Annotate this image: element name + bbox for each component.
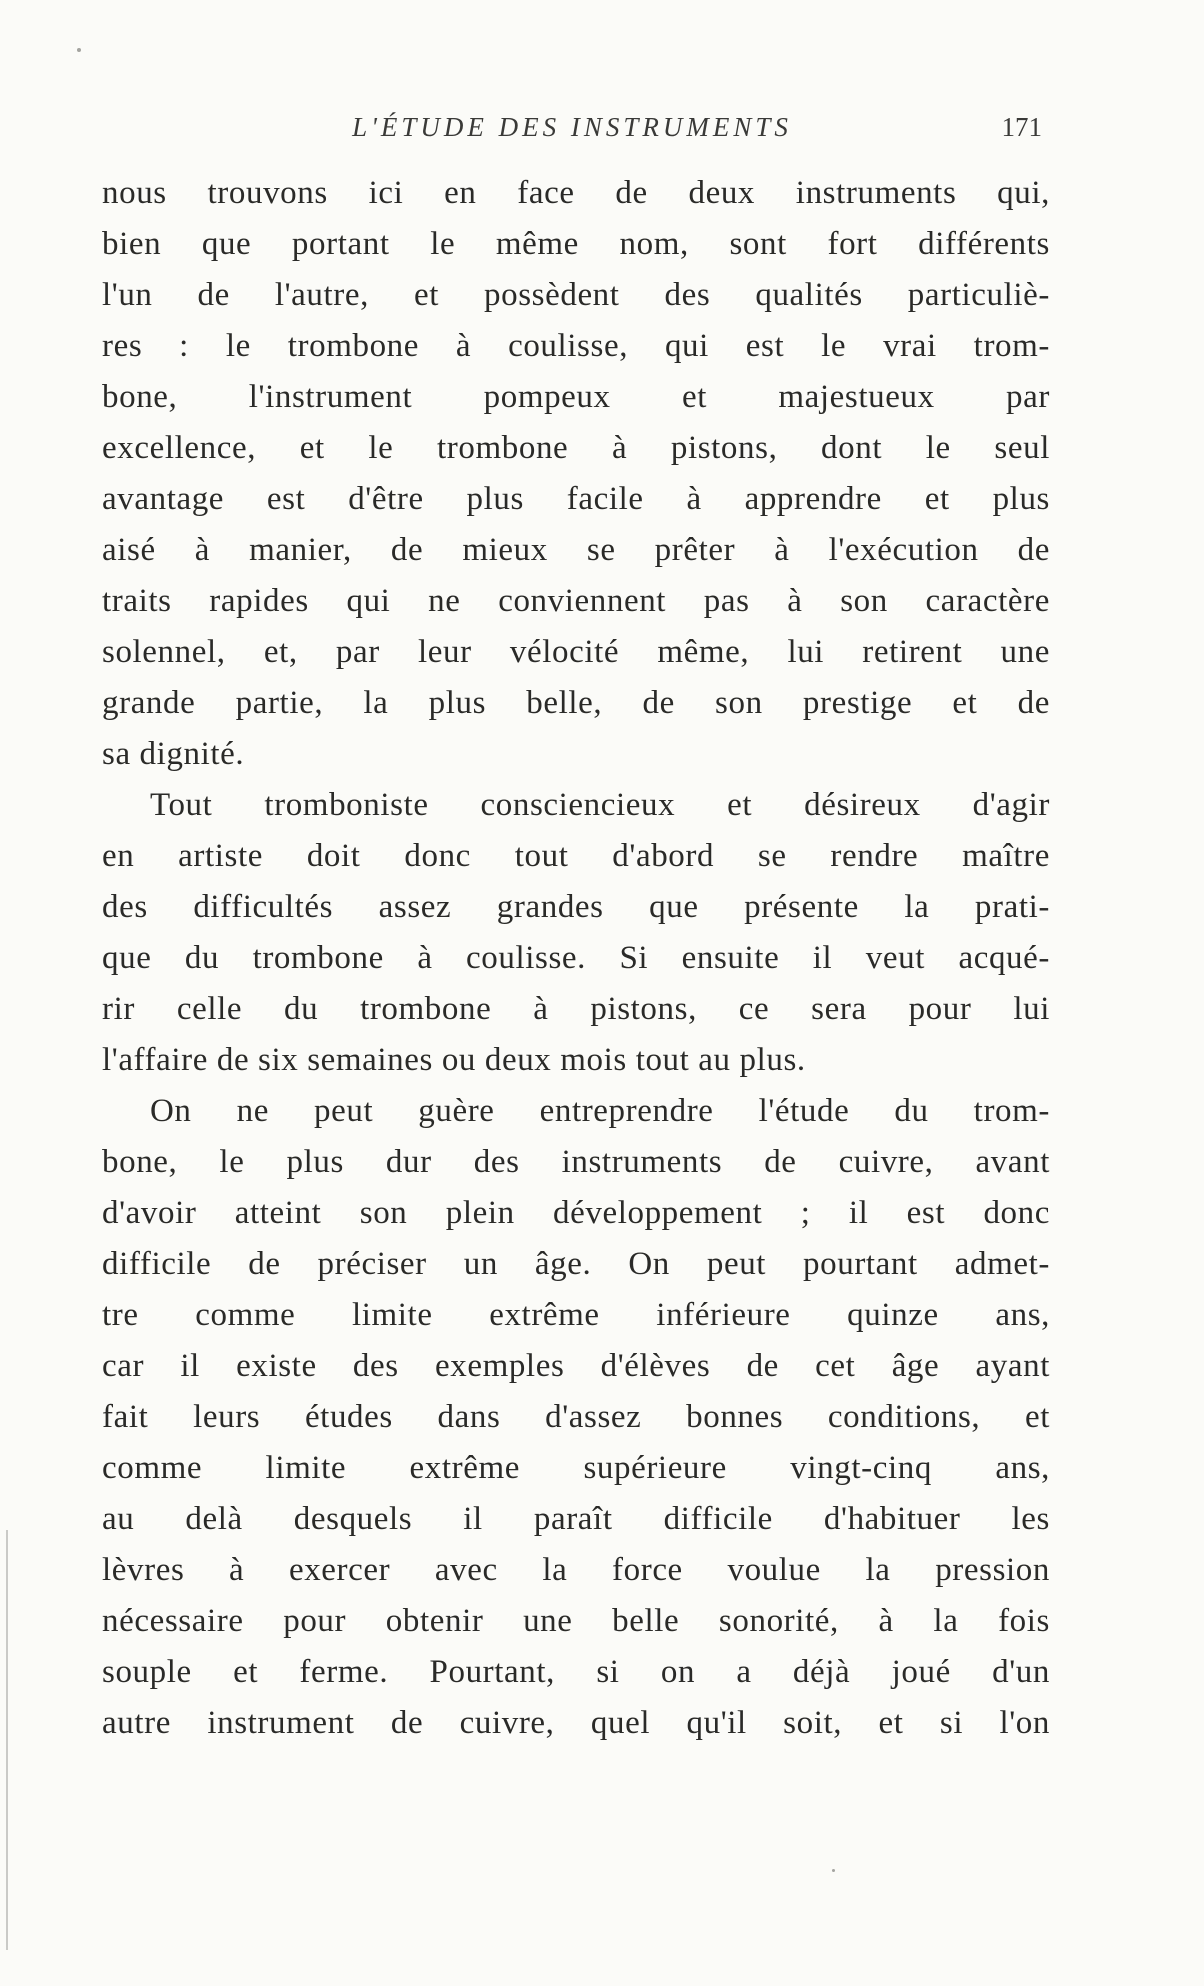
text-line: traits rapides qui ne conviennent pas à son caractère [102, 583, 1050, 619]
paragraph-start-line: On ne peut guère entreprendre l'étude du trom- [150, 1093, 1050, 1129]
running-title: L'ÉTUDE DES INSTRUMENTS [352, 112, 792, 142]
text-line: rir celle du trombone à pistons, ce sera pour lui [102, 991, 1050, 1027]
text-line: nécessaire pour obtenir une belle sonorité, à la fois [102, 1603, 1050, 1639]
text-line: bone, l'instrument pompeux et majestueux par [102, 379, 1050, 415]
text-line: avantage est d'être plus facile à apprendre et plus [102, 481, 1050, 517]
text-line: souple et ferme. Pourtant, si on a déjà joué d'un [102, 1654, 1050, 1690]
scan-edge-line [6, 1530, 8, 1950]
text-line: grande partie, la plus belle, de son prestige et de [102, 685, 1050, 721]
text-line: des difficultés assez grandes que présente la prati- [102, 889, 1050, 925]
paragraph-end-line: sa dignité. [102, 736, 245, 772]
text-line: au delà desquels il paraît difficile d'habituer les [102, 1501, 1050, 1537]
speck-mark [832, 1869, 835, 1872]
speck-mark [77, 48, 81, 52]
text-line: autre instrument de cuivre, quel qu'il soit, et si l'on [102, 1705, 1050, 1741]
text-line: bien que portant le même nom, sont fort différents [102, 226, 1050, 262]
page-header [102, 112, 1042, 152]
text-line: solennel, et, par leur vélocité même, lui retirent une [102, 634, 1050, 670]
text-line: excellence, et le trombone à pistons, dont le seul [102, 430, 1050, 466]
text-line: aisé à manier, de mieux se prêter à l'exécution de [102, 532, 1050, 568]
text-line: res : le trombone à coulisse, qui est le vrai trom- [102, 328, 1050, 364]
page-number: 171 [1001, 112, 1042, 142]
paragraph-start-line: Tout tromboniste consciencieux et désireux d'agir [150, 787, 1050, 823]
text-line: difficile de préciser un âge. On peut pourtant admet- [102, 1246, 1050, 1282]
text-line: que du trombone à coulisse. Si ensuite il veut acqué- [102, 940, 1050, 976]
text-line: car il existe des exemples d'élèves de cet âge ayant [102, 1348, 1050, 1384]
text-line: tre comme limite extrême inférieure quinze ans, [102, 1297, 1050, 1333]
text-line: nous trouvons ici en face de deux instruments qui, [102, 175, 1050, 211]
text-line: lèvres à exercer avec la force voulue la pression [102, 1552, 1050, 1588]
text-line: d'avoir atteint son plein développement ; il est donc [102, 1195, 1050, 1231]
text-line: bone, le plus dur des instruments de cuivre, avant [102, 1144, 1050, 1180]
paragraph-end-line: l'affaire de six semaines ou deux mois tout au plus. [102, 1042, 806, 1078]
text-line: en artiste doit donc tout d'abord se rendre maître [102, 838, 1050, 874]
body-text [102, 168, 1050, 1749]
text-line: l'un de l'autre, et possèdent des qualités particuliè- [102, 277, 1050, 313]
text-line: fait leurs études dans d'assez bonnes conditions, et [102, 1399, 1050, 1435]
text-line: comme limite extrême supérieure vingt-cinq ans, [102, 1450, 1050, 1486]
